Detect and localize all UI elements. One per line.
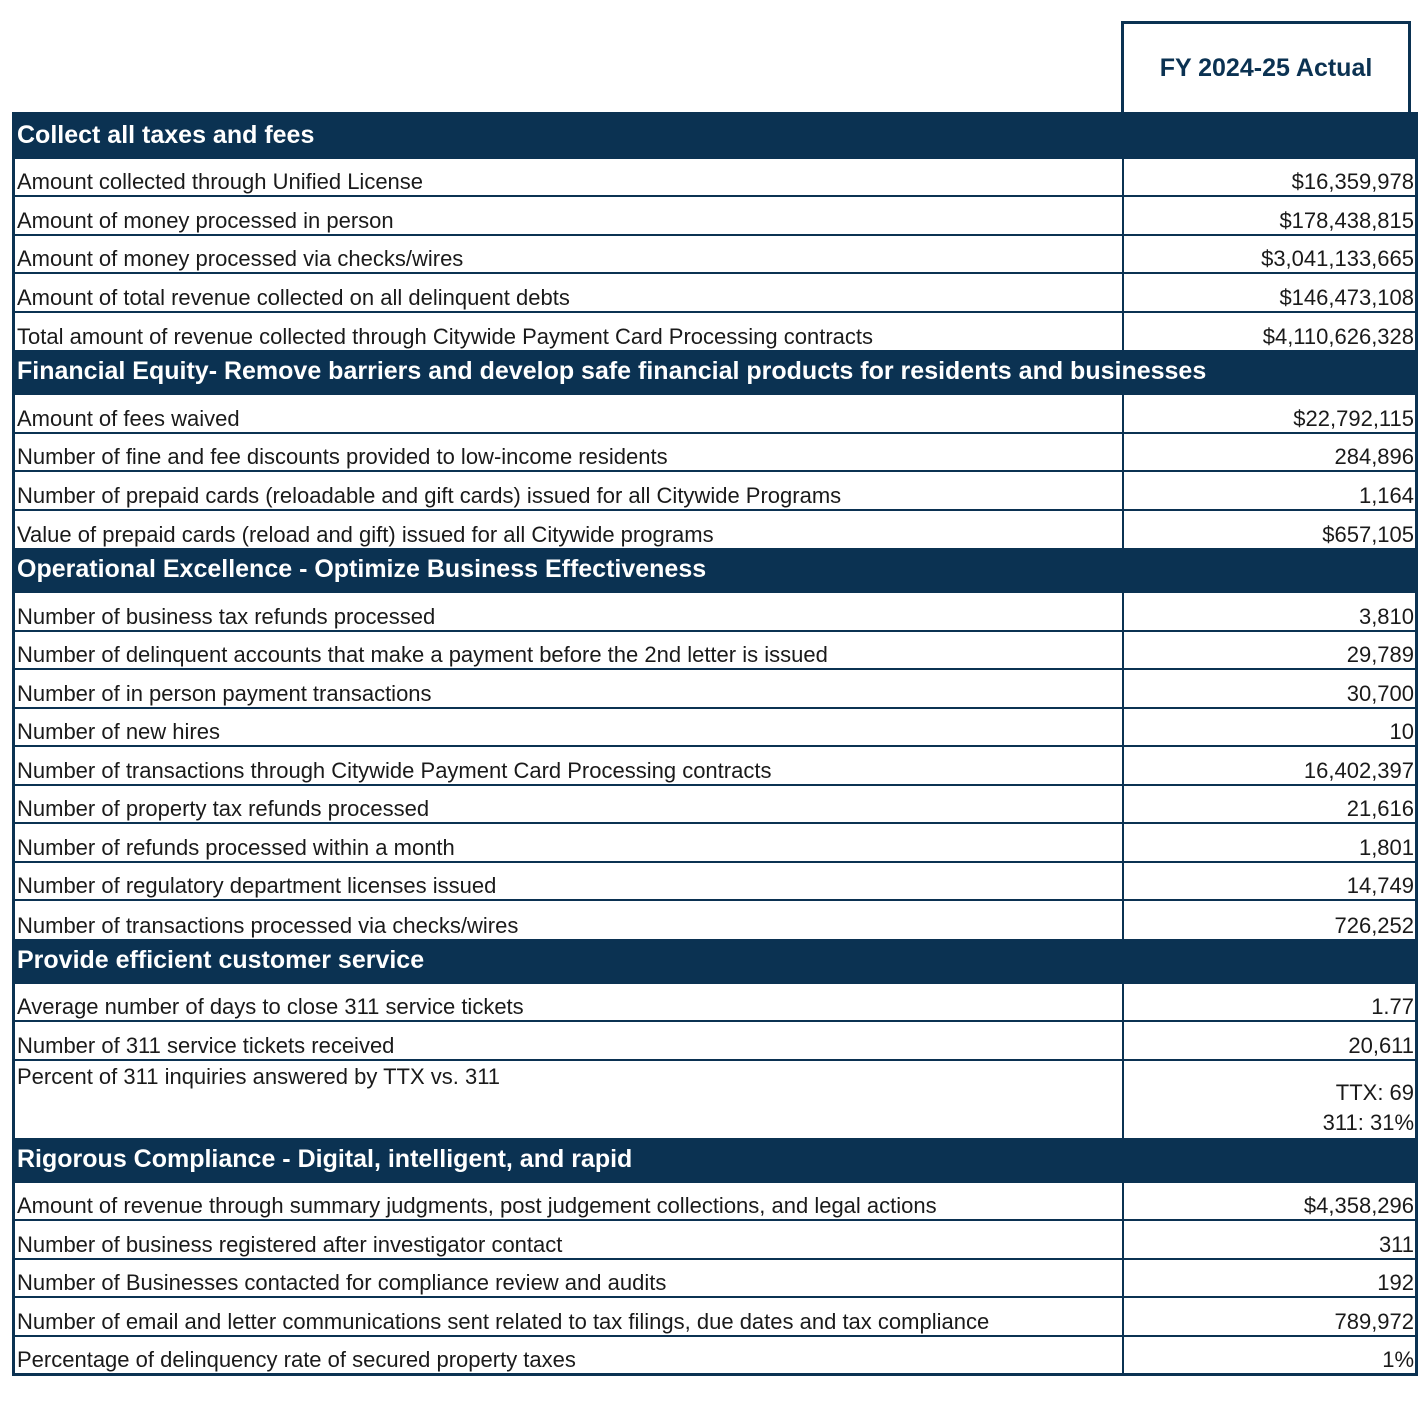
table-row xyxy=(14,669,1417,708)
measure-value: 3,810 xyxy=(1123,592,1417,631)
measure-label: Amount of money processed via checks/wires xyxy=(14,235,1123,274)
measure-value: 10 xyxy=(1123,708,1417,747)
measure-label: Total amount of revenue collected through Citywide Payment Card Processing contracts xyxy=(14,312,1123,351)
measure-label: Number of fine and fee discounts provided to low-income residents xyxy=(14,433,1123,472)
measure-value: $22,792,115 xyxy=(1123,394,1417,433)
table-row xyxy=(14,158,1417,197)
measure-label: Percentage of delinquency rate of secured property taxes xyxy=(14,1336,1123,1375)
performance-measures-table xyxy=(12,112,1418,1376)
column-header-row xyxy=(12,21,1415,112)
header-spacer xyxy=(12,21,1121,112)
table-row xyxy=(14,983,1417,1022)
table-row xyxy=(14,785,1417,824)
table-row xyxy=(14,312,1417,351)
measure-value: 16,402,397 xyxy=(1123,746,1417,785)
measure-label: Average number of days to close 311 service tickets xyxy=(14,983,1123,1022)
measure-value: 1,164 xyxy=(1123,471,1417,510)
table-row xyxy=(14,235,1417,274)
measure-value: $4,358,296 xyxy=(1123,1182,1417,1221)
measure-value: $146,473,108 xyxy=(1123,273,1417,312)
table-row xyxy=(14,1259,1417,1298)
table-row xyxy=(14,394,1417,433)
section-title: Provide efficient customer service xyxy=(14,939,1417,983)
measure-label: Percent of 311 inquiries answered by TTX vs. 311 xyxy=(14,1060,1123,1138)
measure-label: Amount of money processed in person xyxy=(14,196,1123,235)
measure-value: $4,110,626,328 xyxy=(1123,312,1417,351)
measure-value: 726,252 xyxy=(1123,900,1417,939)
measure-label: Number of regulatory department licenses issued xyxy=(14,862,1123,901)
section-header-row xyxy=(14,1138,1417,1182)
measure-label: Amount of total revenue collected on all delinquent debts xyxy=(14,273,1123,312)
measure-label: Number of Businesses contacted for compliance review and audits xyxy=(14,1259,1123,1298)
column-header-fy-actual: FY 2024-25 Actual xyxy=(1121,21,1411,112)
measure-value: $3,041,133,665 xyxy=(1123,235,1417,274)
section-title: Operational Excellence - Optimize Business Effectiveness xyxy=(14,548,1417,592)
section-header-row xyxy=(14,939,1417,983)
measure-value-line: 311: 31% xyxy=(1322,1109,1415,1135)
measure-value: 30,700 xyxy=(1123,669,1417,708)
table-row xyxy=(14,273,1417,312)
measure-value: 14,749 xyxy=(1123,862,1417,901)
measure-value: 192 xyxy=(1123,1259,1417,1298)
table-row xyxy=(14,1297,1417,1336)
measure-value: $178,438,815 xyxy=(1123,196,1417,235)
measure-value: 29,789 xyxy=(1123,631,1417,670)
measure-label: Number of transactions through Citywide Payment Card Processing contracts xyxy=(14,746,1123,785)
table-row xyxy=(14,900,1417,939)
measure-label: Number of 311 service tickets received xyxy=(14,1021,1123,1060)
table-row xyxy=(14,1336,1417,1375)
performance-measures-table-container xyxy=(12,21,1415,1376)
section-header-row xyxy=(14,350,1417,394)
measure-value: 1% xyxy=(1123,1336,1417,1375)
table-row xyxy=(14,592,1417,631)
section-title: Financial Equity- Remove barriers and develop safe financial products for residents and businesses xyxy=(14,350,1417,394)
measure-value-line: TTX: 69 xyxy=(1335,1079,1415,1105)
table-row xyxy=(14,1060,1417,1138)
table-body xyxy=(14,114,1417,1375)
measure-value: 21,616 xyxy=(1123,785,1417,824)
table-row xyxy=(14,471,1417,510)
measure-label: Number of transactions processed via checks/wires xyxy=(14,900,1123,939)
table-row xyxy=(14,196,1417,235)
measure-value xyxy=(1123,1060,1417,1138)
table-row xyxy=(14,862,1417,901)
measure-value: $16,359,978 xyxy=(1123,158,1417,197)
measure-label: Number of business tax refunds processed xyxy=(14,592,1123,631)
section-title: Rigorous Compliance - Digital, intelligent, and rapid xyxy=(14,1138,1417,1182)
measure-label: Number of new hires xyxy=(14,708,1123,747)
table-row xyxy=(14,708,1417,747)
measure-label: Number of email and letter communications sent related to tax filings, due dates and tax compliance xyxy=(14,1297,1123,1336)
measure-label: Amount collected through Unified License xyxy=(14,158,1123,197)
table-row xyxy=(14,433,1417,472)
measure-value: 1.77 xyxy=(1123,983,1417,1022)
section-header-row xyxy=(14,114,1417,158)
measure-value: 284,896 xyxy=(1123,433,1417,472)
measure-value: 1,801 xyxy=(1123,823,1417,862)
measure-label: Amount of revenue through summary judgments, post judgement collections, and legal actions xyxy=(14,1182,1123,1221)
measure-label: Number of business registered after investigator contact xyxy=(14,1220,1123,1259)
measure-value: 789,972 xyxy=(1123,1297,1417,1336)
measure-label: Number of refunds processed within a month xyxy=(14,823,1123,862)
measure-label: Number of delinquent accounts that make a payment before the 2nd letter is issued xyxy=(14,631,1123,670)
measure-label: Amount of fees waived xyxy=(14,394,1123,433)
measure-label: Number of prepaid cards (reloadable and gift cards) issued for all Citywide Programs xyxy=(14,471,1123,510)
table-row xyxy=(14,746,1417,785)
measure-value: $657,105 xyxy=(1123,510,1417,549)
section-header-row xyxy=(14,548,1417,592)
table-row xyxy=(14,1021,1417,1060)
table-row xyxy=(14,823,1417,862)
measure-value: 311 xyxy=(1123,1220,1417,1259)
measure-value: 20,611 xyxy=(1123,1021,1417,1060)
table-row xyxy=(14,1182,1417,1221)
measure-label: Value of prepaid cards (reload and gift) issued for all Citywide programs xyxy=(14,510,1123,549)
table-row xyxy=(14,510,1417,549)
measure-label: Number of in person payment transactions xyxy=(14,669,1123,708)
measure-label: Number of property tax refunds processed xyxy=(14,785,1123,824)
section-title: Collect all taxes and fees xyxy=(14,114,1417,158)
table-row xyxy=(14,631,1417,670)
table-row xyxy=(14,1220,1417,1259)
